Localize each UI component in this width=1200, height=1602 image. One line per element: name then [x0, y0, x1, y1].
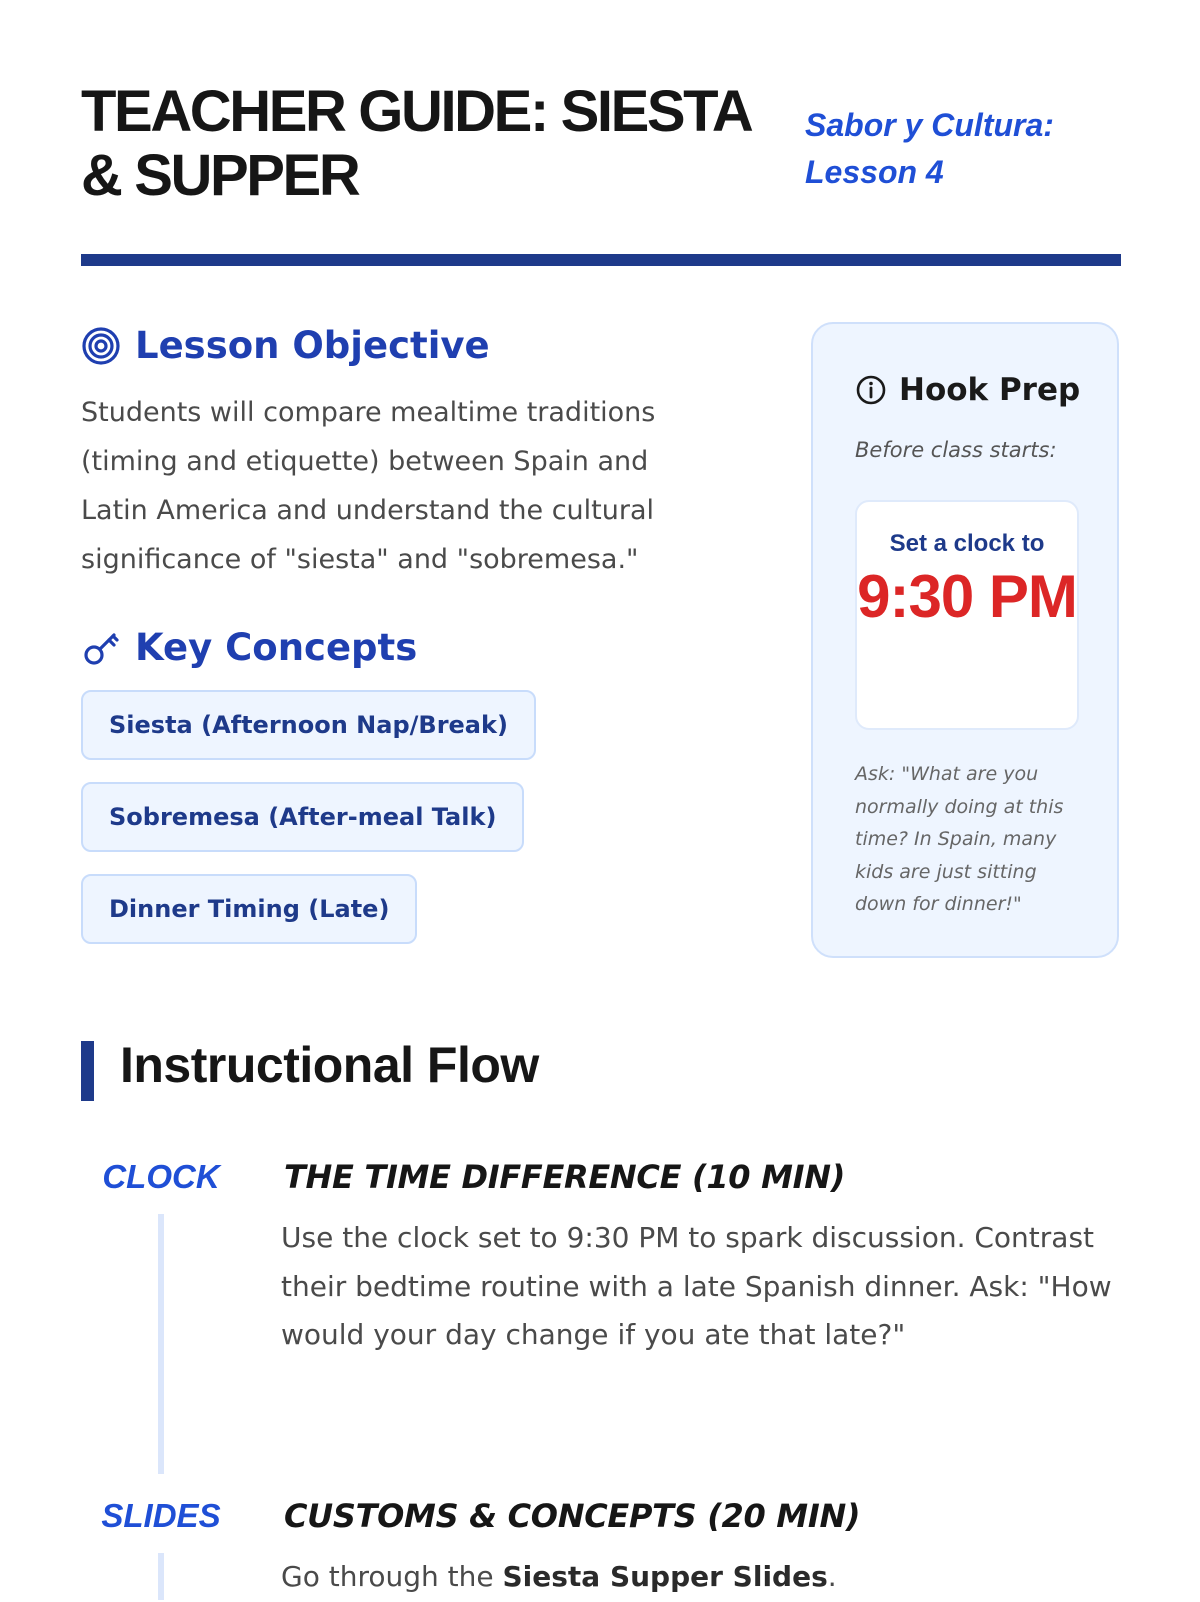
- objective-text: Students will compare mealtime traditions (timing and etiquette) between Spain and Latin America and understand the cultural significance of "siesta" and "sobremesa.": [81, 397, 656, 575]
- flow-heading: Instructional Flow: [120, 1037, 539, 1093]
- clock-time: 9:30 PM: [857, 563, 1077, 630]
- hook-note: Before class starts:: [855, 438, 1057, 462]
- step-text: .: [827, 1560, 837, 1593]
- concept-list: [81, 690, 536, 966]
- step-title: CUSTOMS & CONCEPTS (20 MIN): [284, 1497, 861, 1535]
- concept-chip: Dinner Timing (Late): [81, 874, 417, 944]
- concept-chip: Siesta (Afternoon Nap/Break): [81, 690, 536, 760]
- step-text: Go through the: [281, 1560, 503, 1593]
- step-description: Use the clock set to 9:30 PM to spark discussion. Contrast their bedtime routine with a late Spanish dinner. Ask: "How would your day change if you ate that late?": [281, 1221, 1112, 1351]
- concepts-heading-label: Key Concepts: [135, 626, 418, 669]
- header-divider: [81, 254, 1121, 266]
- slides-resource-name: Siesta Supper Slides: [502, 1560, 828, 1593]
- hook-heading: [855, 372, 1080, 408]
- objective-heading: [81, 324, 490, 367]
- step-description: [281, 1553, 1121, 1602]
- step-tag-clock: CLOCK: [102, 1158, 220, 1195]
- clock-label: Set a clock to: [889, 530, 1045, 557]
- flow-heading-accent: [81, 1041, 94, 1101]
- hook-ask-prompt: Ask: "What are you normally doing at this time? In Spain, many kids are just sitting down for dinner!": [855, 763, 1064, 915]
- objective-heading-label: Lesson Objective: [135, 324, 490, 367]
- step-title: THE TIME DIFFERENCE (10 MIN): [284, 1158, 846, 1196]
- key-icon: [81, 628, 121, 668]
- target-icon: [81, 326, 121, 366]
- page-title: TEACHER GUIDE: SIESTA & SUPPER: [81, 79, 750, 208]
- hook-prep-card: [811, 322, 1119, 958]
- hook-heading-label: Hook Prep: [899, 372, 1081, 408]
- info-icon: [855, 374, 887, 406]
- step-tag-slides: SLIDES: [101, 1497, 221, 1534]
- concept-chip: Sobremesa (After-meal Talk): [81, 782, 524, 852]
- step-timeline-line: [158, 1553, 164, 1600]
- concepts-heading: [81, 626, 417, 669]
- clock-card: [855, 500, 1079, 730]
- lesson-subtitle: Sabor y Cultura: Lesson 4: [805, 107, 1054, 190]
- step-timeline-line: [158, 1214, 164, 1474]
